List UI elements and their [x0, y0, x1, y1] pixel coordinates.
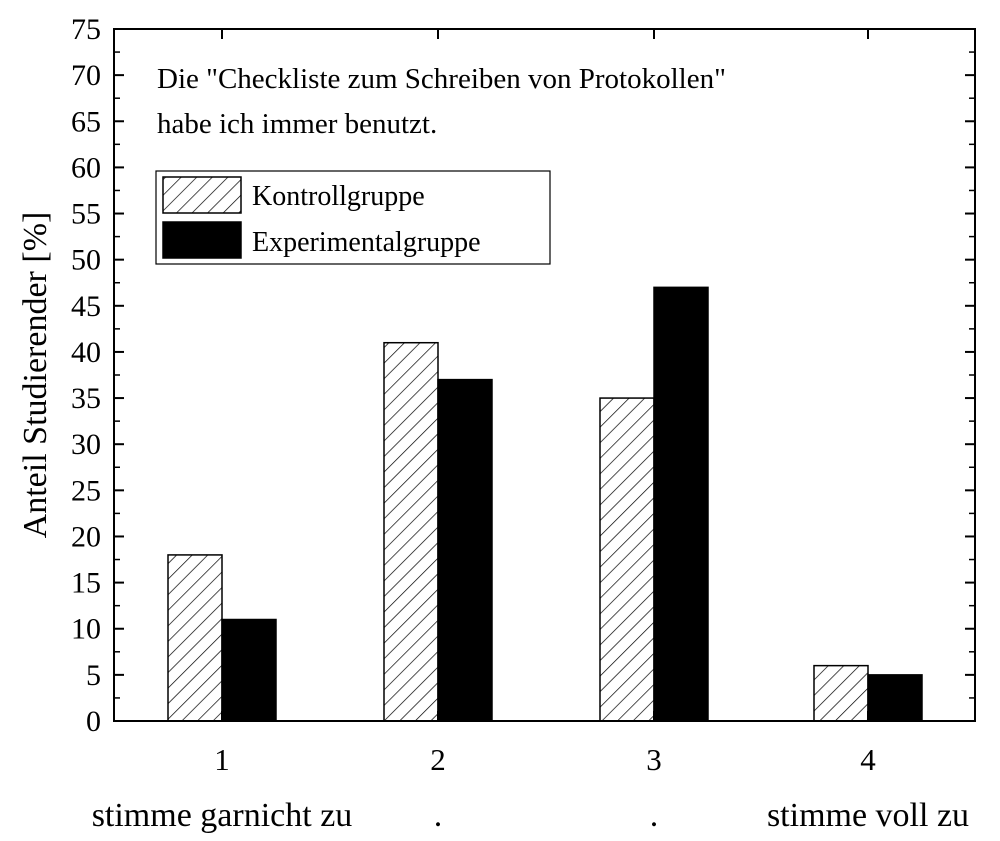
- bar-kontrollgruppe-4: [814, 666, 868, 721]
- x-sublabel-1: stimme garnicht zu: [91, 797, 353, 834]
- y-tick-label-50: 50: [71, 243, 101, 277]
- y-tick-label-75: 75: [71, 13, 101, 46]
- y-tick-label-5: 5: [86, 658, 101, 692]
- x-sublabel-4: stimme voll zu: [766, 797, 970, 834]
- legend-label-kontrollgruppe: Kontrollgruppe: [252, 181, 425, 212]
- bar-experimentalgruppe-3: [654, 287, 708, 721]
- y-tick-label-25: 25: [71, 474, 101, 508]
- annotation-line-2: habe ich immer benutzt.: [157, 108, 438, 140]
- y-tick-label-0: 0: [86, 705, 101, 738]
- y-tick-label-65: 65: [71, 105, 101, 139]
- legend-swatch-kontrollgruppe: [163, 177, 241, 213]
- x-tick-label-2: 2: [430, 742, 446, 777]
- y-tick-label-45: 45: [71, 289, 101, 323]
- legend: [156, 171, 550, 264]
- y-tick-label-30: 30: [71, 428, 101, 462]
- y-tick-label-35: 35: [71, 382, 101, 416]
- bar-experimentalgruppe-1: [222, 620, 276, 721]
- x-sublabel-2: .: [433, 797, 443, 834]
- x-tick-label-4: 4: [860, 742, 876, 777]
- y-tick-label-40: 40: [71, 335, 101, 369]
- x-tick-label-1: 1: [214, 742, 230, 777]
- y-tick-label-10: 10: [71, 612, 101, 646]
- bars-layer: [168, 287, 922, 721]
- bar-kontrollgruppe-1: [168, 555, 222, 721]
- y-tick-label-55: 55: [71, 197, 101, 231]
- bar-experimentalgruppe-2: [438, 380, 492, 721]
- bar-kontrollgruppe-3: [600, 398, 654, 721]
- bar-experimentalgruppe-4: [868, 675, 922, 721]
- x-sublabel-3: .: [649, 797, 659, 834]
- y-tick-label-15: 15: [71, 566, 101, 600]
- bar-kontrollgruppe-2: [384, 343, 438, 721]
- legend-swatch-experimentalgruppe: [163, 222, 241, 258]
- y-axis-title: Anteil Studierender [%]: [17, 211, 54, 539]
- y-tick-label-20: 20: [71, 520, 101, 554]
- annotation-line-1: Die "Checkliste zum Schreiben von Protokollen": [157, 63, 726, 95]
- x-tick-label-3: 3: [646, 742, 662, 777]
- y-tick-label-70: 70: [71, 59, 101, 93]
- y-tick-label-60: 60: [71, 151, 101, 185]
- legend-label-experimentalgruppe: Experimentalgruppe: [252, 227, 481, 258]
